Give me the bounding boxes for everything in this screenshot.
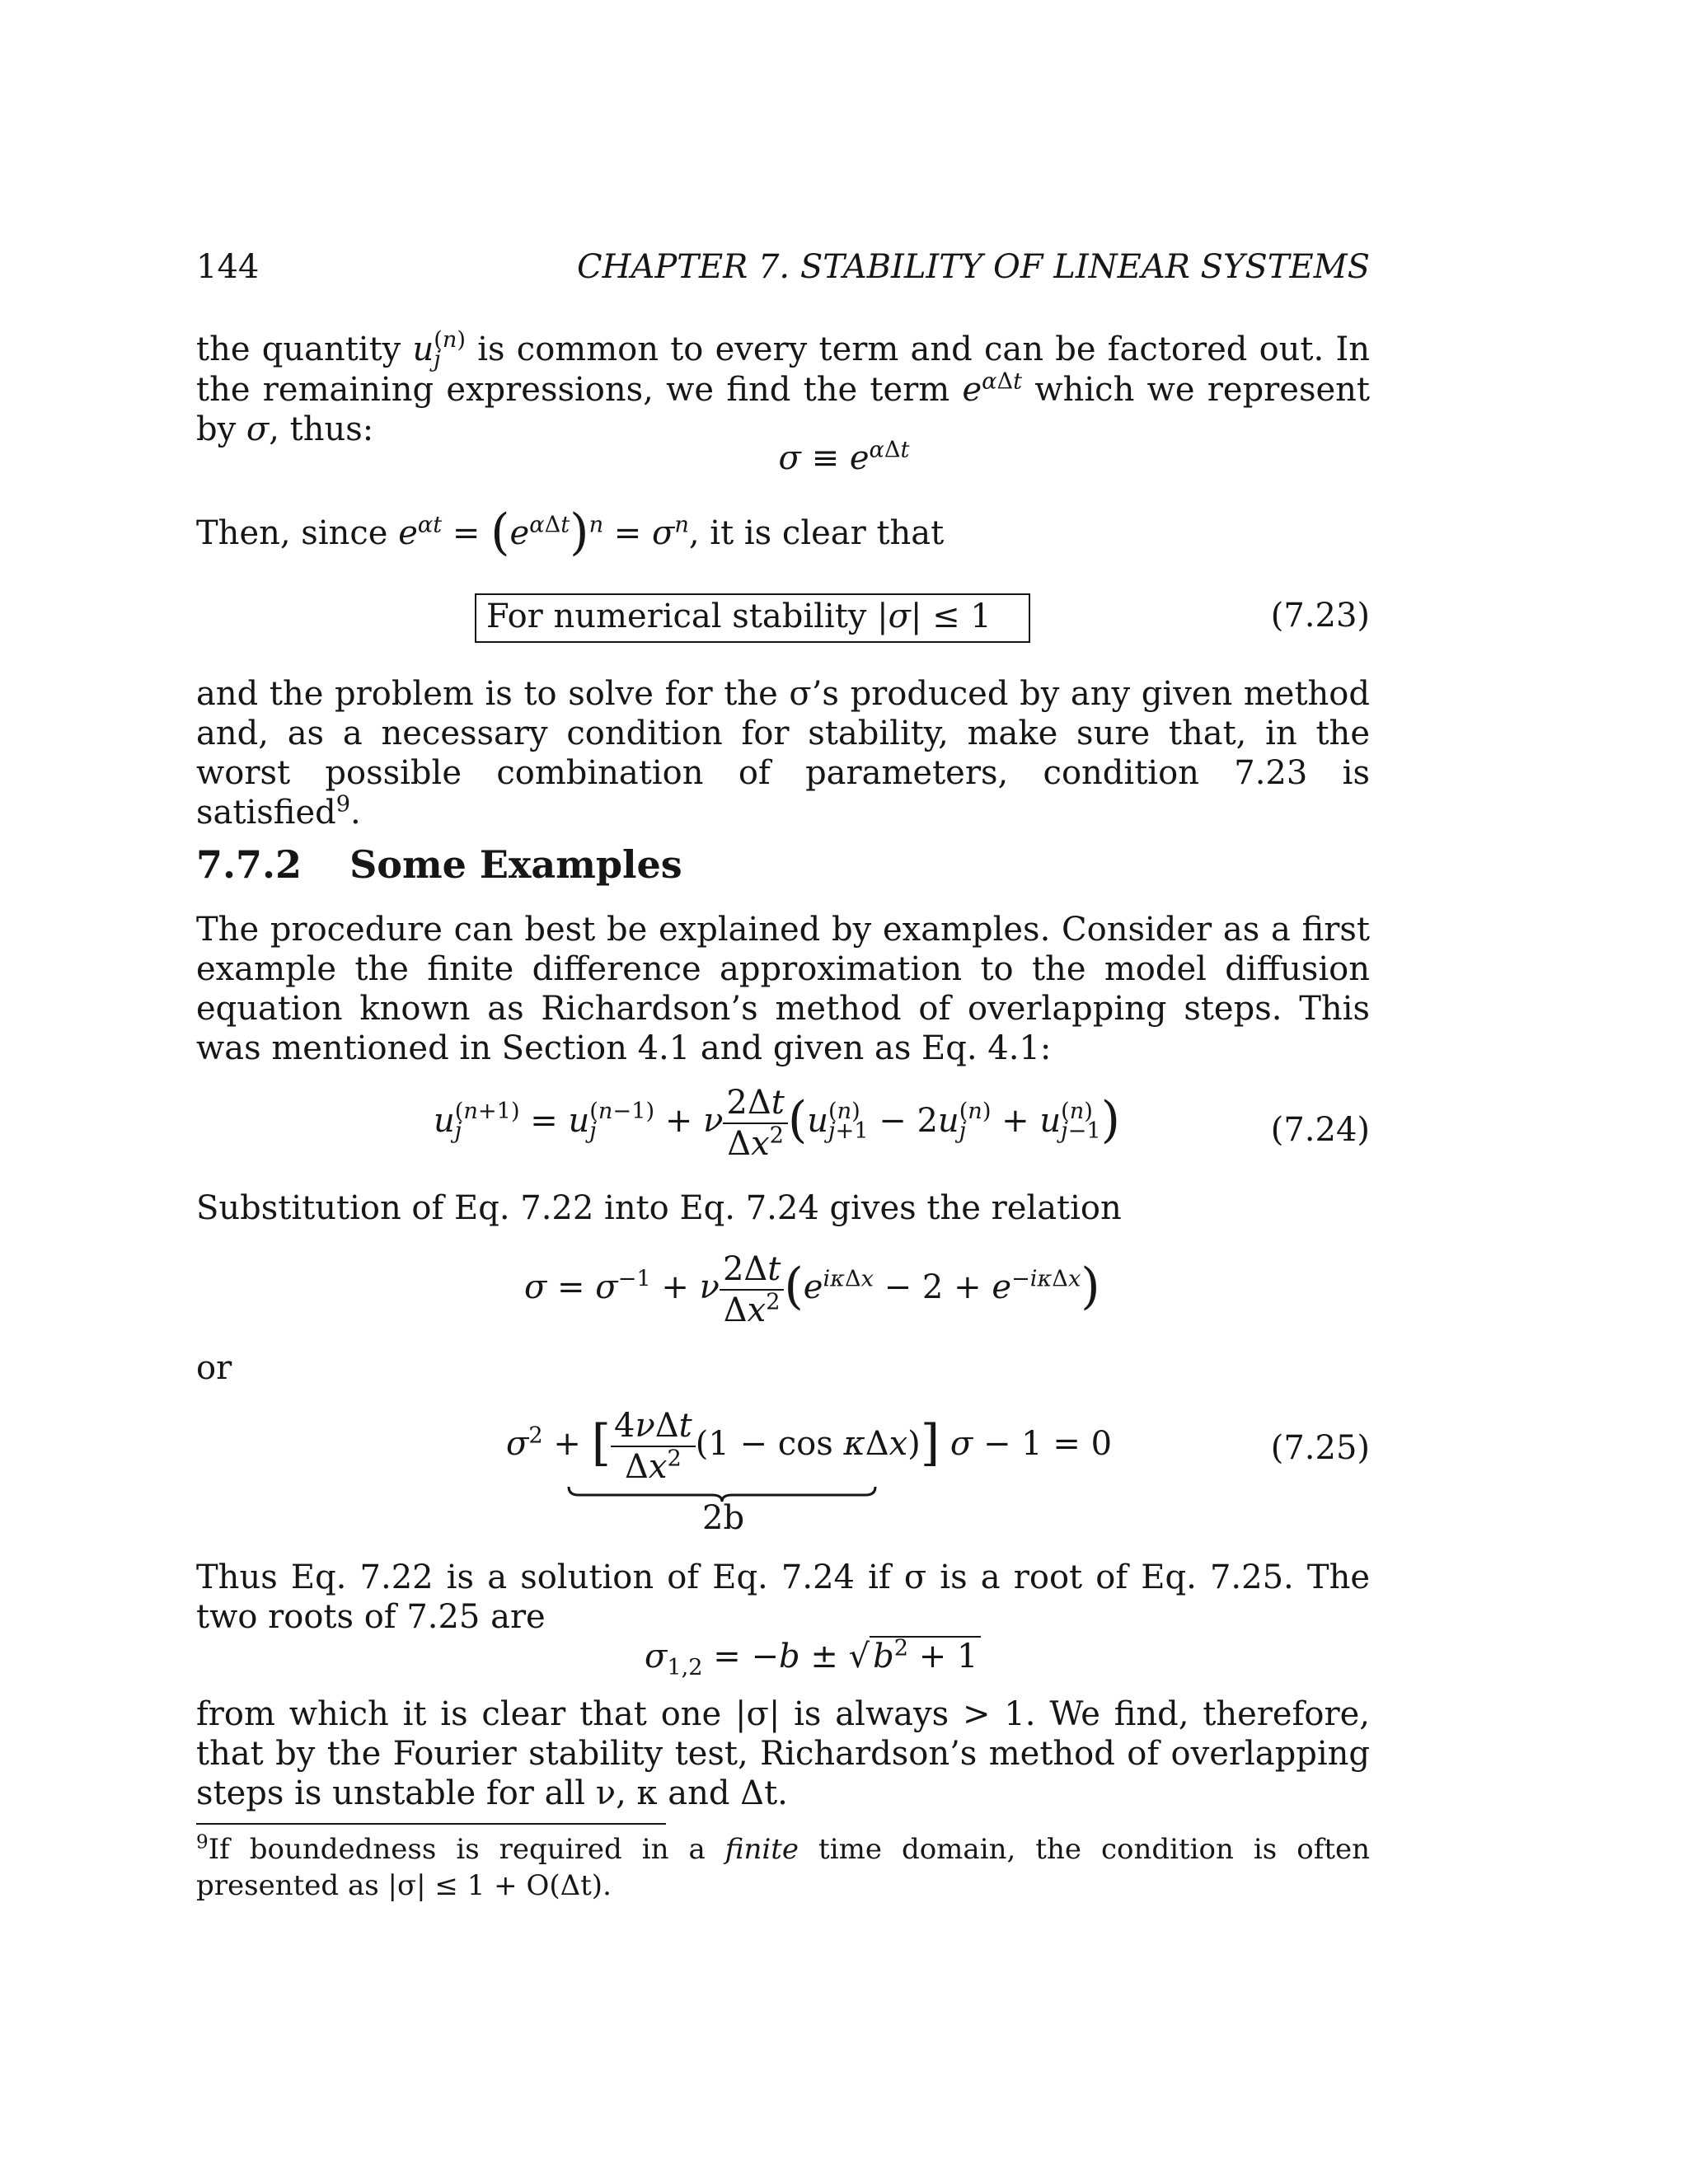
equation-7-24: u (n+1) j = u (n−1) j + ν $\frac{2\Delta t}{\Delta x^2}$ (u (n) j+1 − 2u (n) j + u (n) j−1 ) (434, 1084, 1121, 1163)
equation-number-7-25: (7.25) (1270, 1429, 1370, 1467)
equation-sigma-relation: $\sigma = \sigma^{-1} + \nu$ $\frac{2\Delta t}{\Delta x^2}$ $(e^{i\kappa\Delta x} - 2 + e^{-i\kappa\Delta x})$ (524, 1250, 1100, 1329)
para1-text-a: the quantity (196, 330, 413, 368)
paragraph-conclusion: from which it is clear that one |σ| is always > 1. We find, therefore, that by the Fourier stability test, Richardson’s method of overlapping steps is unstable for all ν, κ and Δt. (196, 1695, 1370, 1812)
stability-condition-box: For numerical stability |σ| ≤ 1 (475, 593, 1030, 643)
equation-sigma-def: $\sigma \equiv e^{\alpha\Delta t}$ (778, 437, 910, 477)
paragraph-procedure: The procedure can best be explained by examples. Consider as a first example the finite difference approximation to the model diffusion equation known as Richardson’s method of overlapping steps. This was mentioned in Section 4.1 and given as Eq. 4.1: (196, 911, 1370, 1067)
paragraph-stability: and the problem is to solve for the σ’s produced by any given method and, as a necessary condition for stability, make sure that, in the worst possible combination of parameters, condition 7.23 is satisfied$^9$. (196, 675, 1370, 832)
then-text-a: Then, since (196, 514, 399, 552)
text-or: or (196, 1349, 232, 1387)
footnote-mark-9: 9 (335, 791, 351, 818)
footnote-rule (196, 1823, 666, 1825)
brace-label: 2b (702, 1499, 745, 1537)
footnote-number: 9 (196, 1831, 209, 1854)
page-number: 144 (196, 248, 260, 286)
equation-7-25: $\sigma^2$ + [ $\frac{\text{4νΔt}}{\Delta x^2}$ (1 − cos κΔx)] σ − 1 = 0 (506, 1407, 1113, 1486)
equation-number-7-24: (7.24) (1270, 1111, 1370, 1149)
math-u-j-n: (n) j (434, 327, 466, 373)
paragraph-intro: the quantity u (n) j is common to every term and can be factored out. In the remaining expressions, we find the term $e^{\alpha\Delta t}$ which we represent by σ, thus: (196, 327, 1371, 448)
para1-text-b: is common to every term and can be factored out. In the remaining expressions, we find the term (196, 330, 1371, 409)
section-title: Some Examples (349, 842, 682, 887)
paragraph-substitution: Substitution of Eq. 7.22 into Eq. 7.24 gives the relation (196, 1189, 1122, 1227)
paragraph-then: Then, since $e^{\alpha t} = (e^{\alpha\Delta t})^n = \sigma^n$, it is clear that (196, 504, 945, 561)
running-title: CHAPTER 7. STABILITY OF LINEAR SYSTEMS (576, 248, 1370, 286)
footnote-9 (196, 1831, 1370, 1904)
then-text-b: , it is clear that (688, 514, 945, 552)
paragraph-roots: Thus Eq. 7.22 is a solution of Eq. 7.24 if σ is a root of Eq. 7.25. The two roots of 7.25 are (196, 1558, 1370, 1636)
para1-text-c: which we represent by (196, 371, 1370, 448)
footnote-text-finite: finite (724, 1833, 799, 1866)
equation-roots: $\sigma_{1,2} = -b$ ± √ $b^2 + 1$ (645, 1637, 981, 1676)
footnote-text-a: If boundedness is required in a (208, 1833, 725, 1866)
section-heading (196, 842, 682, 887)
para1-text-d: , thus: (269, 410, 374, 448)
stability-condition-text: For numerical stability (486, 598, 878, 635)
equation-number-7-23: (7.23) (1270, 597, 1370, 635)
footnote-text-c: time domain, the condition is often presented as |σ| ≤ 1 + O(Δt). (196, 1833, 1371, 1902)
section-number: 7.7.2 (196, 842, 302, 887)
para2-text: and the problem is to solve for the σ’s produced by any given method and, as a necessary condition for stability, make sure that, in the worst possible combination of parameters, condition 7.23 is satisfied (196, 675, 1370, 832)
